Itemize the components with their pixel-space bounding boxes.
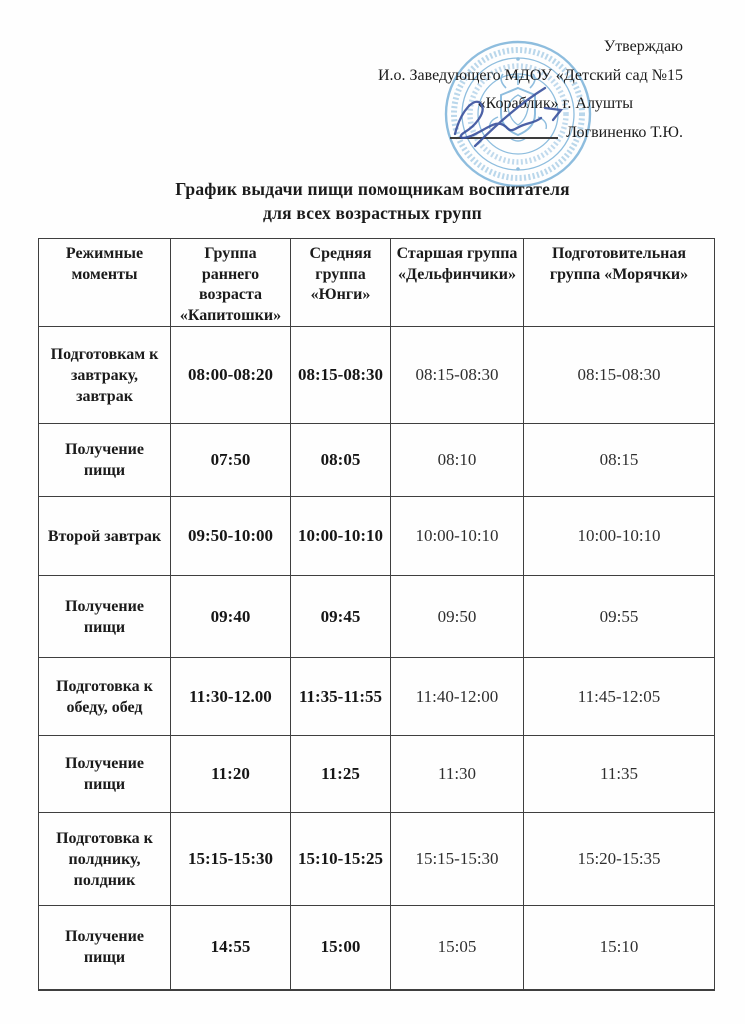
time-cell: 09:50-10:00	[171, 497, 291, 576]
time-cell: 07:50	[171, 424, 291, 497]
time-cell: 11:35	[524, 736, 715, 813]
time-cell: 15:15-15:30	[391, 813, 524, 906]
approval-line-position: И.о. Заведующего МДОУ «Детский сад №15	[377, 66, 683, 84]
time-cell: 11:20	[171, 736, 291, 813]
table-row	[39, 658, 715, 736]
time-cell: 15:10	[524, 906, 715, 990]
table-row	[39, 736, 715, 813]
table-row	[39, 497, 715, 576]
time-cell: 15:10-15:25	[291, 813, 391, 906]
table-row	[39, 906, 715, 990]
time-cell: 15:15-15:30	[171, 813, 291, 906]
schedule-table	[38, 238, 715, 991]
row-label: Подготовкам к завтраку, завтрак	[39, 327, 171, 424]
time-cell: 09:55	[524, 576, 715, 658]
time-cell: 14:55	[171, 906, 291, 990]
time-cell: 15:05	[391, 906, 524, 990]
approval-line-org: «Кораблик» г. Алушты	[477, 95, 633, 113]
time-cell: 11:35-11:55	[291, 658, 391, 736]
row-label: Получение пищи	[39, 576, 171, 658]
row-label: Подготовка к обеду, обед	[39, 658, 171, 736]
row-label: Получение пищи	[39, 906, 171, 990]
header-cell-group-early: Группа раннего возраста «Капитошки»	[171, 239, 291, 327]
title-line-1: График выдачи пищи помощникам воспитателя	[175, 179, 570, 199]
time-cell: 10:00-10:10	[291, 497, 391, 576]
time-cell: 08:15-08:30	[391, 327, 524, 424]
row-label: Получение пищи	[39, 736, 171, 813]
row-label: Подготовка к полднику, полдник	[39, 813, 171, 906]
time-cell: 10:00-10:10	[524, 497, 715, 576]
table-row	[39, 576, 715, 658]
signature-icon	[441, 80, 577, 158]
time-cell: 09:45	[291, 576, 391, 658]
time-cell: 15:00	[291, 906, 391, 990]
time-cell: 08:05	[291, 424, 391, 497]
time-cell: 15:20-15:35	[524, 813, 715, 906]
time-cell: 11:30-12.00	[171, 658, 291, 736]
approval-line-approve: Утверждаю	[603, 38, 683, 55]
time-cell: 11:40-12:00	[391, 658, 524, 736]
time-cell: 08:15	[524, 424, 715, 497]
approval-line-name: Логвиненко Т.Ю.	[566, 123, 683, 141]
header-cell-group-prep: Подготовительная группа «Морячки»	[524, 239, 715, 327]
table-row	[39, 424, 715, 497]
time-cell: 08:15-08:30	[291, 327, 391, 424]
time-cell: 10:00-10:10	[391, 497, 524, 576]
header-cell-group-senior: Старшая группа «Дельфинчики»	[391, 239, 524, 327]
header-cell-group-middle: Средняя группа «Юнги»	[291, 239, 391, 327]
row-label: Получение пищи	[39, 424, 171, 497]
header-cell-regime: Режимные моменты	[39, 239, 171, 327]
table-row	[39, 813, 715, 906]
time-cell: 09:40	[171, 576, 291, 658]
time-cell: 11:45-12:05	[524, 658, 715, 736]
table-row	[39, 327, 715, 424]
time-cell: 08:15-08:30	[524, 327, 715, 424]
approval-block	[123, 33, 683, 147]
document-title	[0, 178, 745, 225]
time-cell: 09:50	[391, 576, 524, 658]
title-line-2: для всех возрастных групп	[263, 202, 482, 223]
row-label: Второй завтрак	[39, 497, 171, 576]
table-header-row	[39, 239, 715, 327]
time-cell: 08:00-08:20	[171, 327, 291, 424]
time-cell: 11:30	[391, 736, 524, 813]
time-cell: 08:10	[391, 424, 524, 497]
time-cell: 11:25	[291, 736, 391, 813]
